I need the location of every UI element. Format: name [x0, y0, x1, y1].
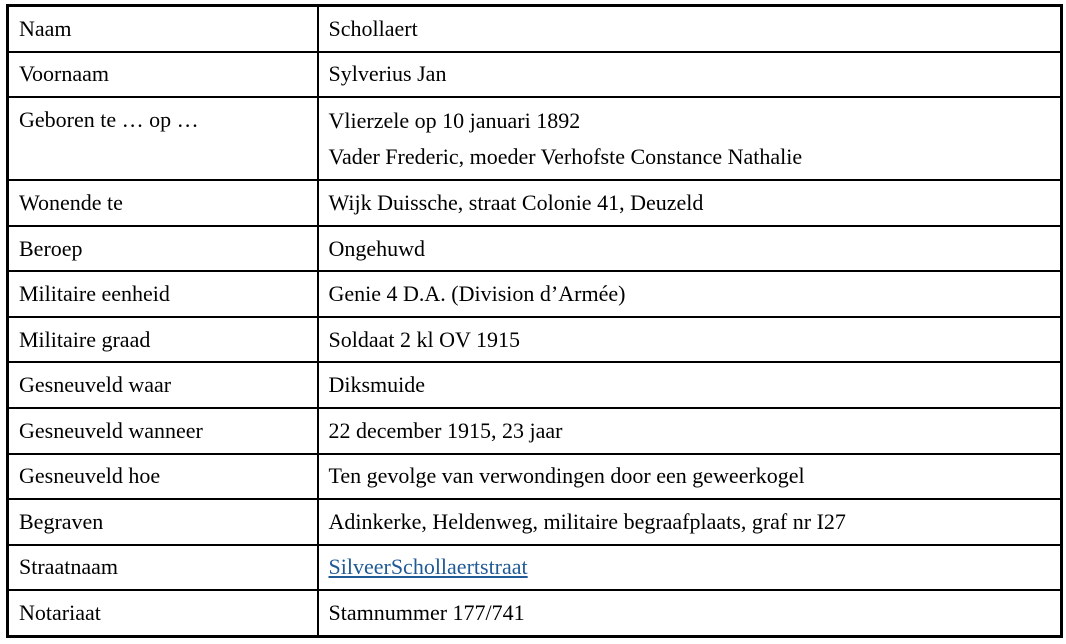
table-row-militaire-eenheid	[8, 271, 1062, 317]
street-name-link[interactable]: SilveerSchollaertstraat	[328, 554, 528, 580]
label-militaire-eenheid: Militaire eenheid	[8, 271, 318, 317]
table-row-gesneuveld-wanneer	[8, 408, 1062, 454]
label-gesneuveld-wanneer: Gesneuveld wanneer	[8, 408, 318, 454]
table-row-naam	[8, 6, 1062, 52]
table-row-straatnaam	[8, 545, 1062, 591]
value-geboren-parents: Vader Frederic, moeder Verhofste Constance Nathalie	[328, 143, 803, 169]
table-row-voornaam	[8, 52, 1062, 98]
table-row-gesneuveld-waar	[8, 362, 1062, 408]
label-beroep: Beroep	[8, 226, 318, 272]
value-militaire-graad: Soldaat 2 kl OV 1915	[318, 317, 1062, 363]
label-militaire-graad: Militaire graad	[8, 317, 318, 363]
value-gesneuveld-waar: Diksmuide	[318, 362, 1062, 408]
label-begraven: Begraven	[8, 499, 318, 545]
value-straatnaam	[318, 545, 1062, 591]
label-straatnaam: Straatnaam	[8, 545, 318, 591]
label-voornaam: Voornaam	[8, 52, 318, 98]
value-gesneuveld-hoe: Ten gevolge van verwondingen door een geweerkogel	[318, 454, 1062, 500]
label-naam: Naam	[8, 6, 318, 52]
value-begraven: Adinkerke, Heldenweg, militaire begraafplaats, graf nr I27	[318, 499, 1062, 545]
value-notariaat: Stamnummer 177/741	[318, 590, 1062, 636]
value-geboren-birth: Vlierzele op 10 januari 1892	[328, 107, 581, 133]
table-row-gesneuveld-hoe	[8, 454, 1062, 500]
label-notariaat: Notariaat	[8, 590, 318, 636]
table-row-begraven	[8, 499, 1062, 545]
label-wonende: Wonende te	[8, 180, 318, 226]
value-wonende: Wijk Duissche, straat Colonie 41, Deuzeld	[318, 180, 1062, 226]
table-row-geboren	[8, 97, 1062, 180]
table-row-beroep	[8, 226, 1062, 272]
record-table	[6, 4, 1063, 638]
value-beroep: Ongehuwd	[318, 226, 1062, 272]
label-gesneuveld-hoe: Gesneuveld hoe	[8, 454, 318, 500]
label-geboren: Geboren te … op …	[8, 97, 318, 180]
value-geboren	[318, 97, 1062, 180]
table-row-notariaat	[8, 590, 1062, 636]
value-militaire-eenheid: Genie 4 D.A. (Division d’Armée)	[318, 271, 1062, 317]
value-gesneuveld-wanneer: 22 december 1915, 23 jaar	[318, 408, 1062, 454]
label-gesneuveld-waar: Gesneuveld waar	[8, 362, 318, 408]
table-row-wonende	[8, 180, 1062, 226]
table-row-militaire-graad	[8, 317, 1062, 363]
value-voornaam: Sylverius Jan	[318, 52, 1062, 98]
value-naam: Schollaert	[318, 6, 1062, 52]
